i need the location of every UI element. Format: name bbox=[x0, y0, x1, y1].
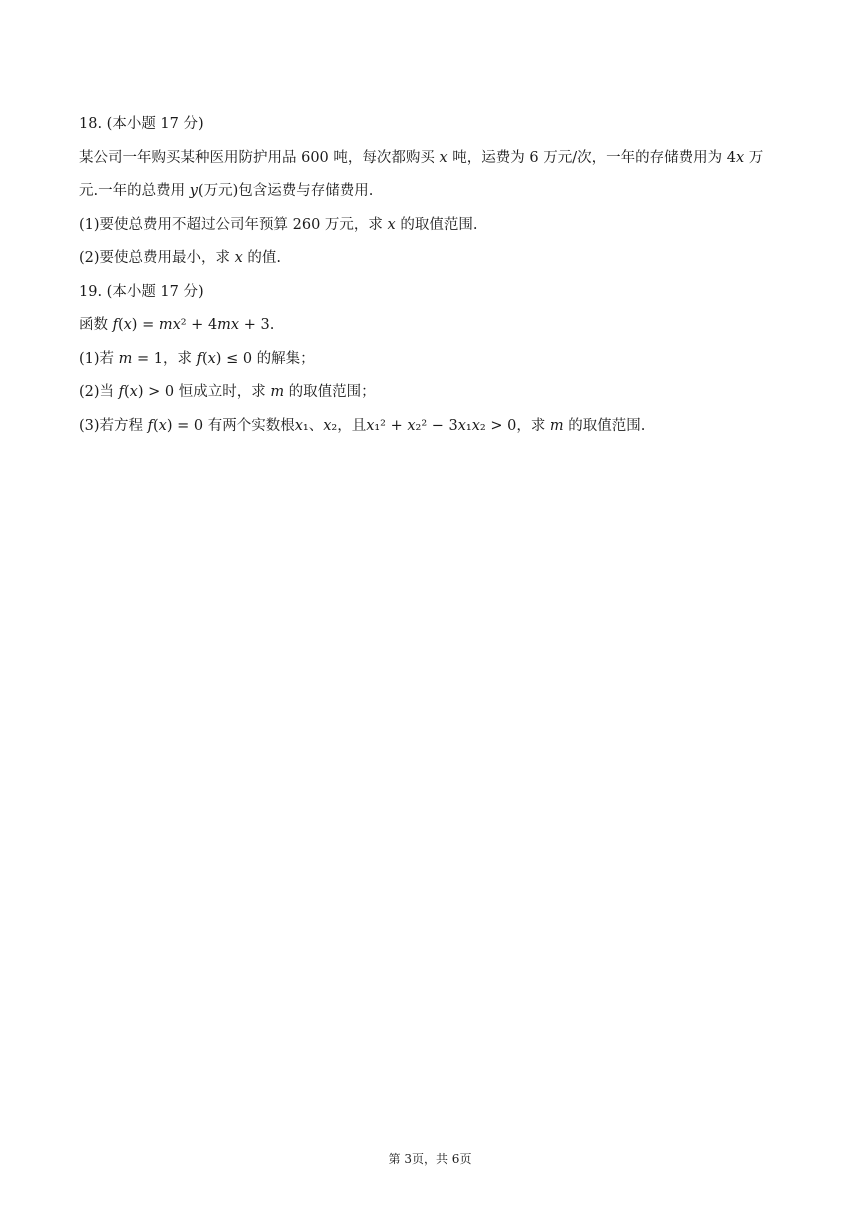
question-18-heading: 18. (本小题 17 分) bbox=[79, 116, 204, 132]
exam-page-content bbox=[79, 108, 785, 443]
question-19-part-3: (3)若方程 𝑓(𝑥) = 0 有两个实数根𝑥₁、𝑥₂，且𝑥₁² + 𝑥₂² − 3𝑥₁𝑥₂ > 0，求 𝑚 的取值范围. bbox=[79, 417, 646, 434]
question-19-part-1: (1)若 𝑚 = 1，求 𝑓(𝑥) ≤ 0 的解集； bbox=[79, 350, 315, 367]
question-19 bbox=[79, 276, 785, 444]
question-18-stem-line-1: 某公司一年购买某种医用防护用品 600 吨，每次都购买 𝑥 吨，运费为 6 万元/次，一年的存储费用为 4𝑥 万 bbox=[79, 149, 764, 166]
question-18-part-1: (1)要使总费用不超过公司年预算 260 万元，求 𝑥 的取值范围. bbox=[79, 216, 478, 233]
question-19-part-2: (2)当 𝑓(𝑥) > 0 恒成立时，求 𝑚 的取值范围； bbox=[79, 384, 376, 400]
question-18-stem-line-2: 元.一年的总费用 𝑦(万元)包含运费与存储费用. bbox=[79, 183, 374, 199]
question-18-part-2: (2)要使总费用最小，求 𝑥 的值. bbox=[79, 250, 282, 266]
question-19-heading: 19. (本小题 17 分) bbox=[79, 283, 204, 300]
question-19-stem: 函数 𝑓(𝑥) = 𝑚𝑥² + 4𝑚𝑥 + 3. bbox=[79, 317, 275, 333]
question-18 bbox=[79, 108, 785, 276]
page-number-footer: 第 3页，共 6页 bbox=[388, 1152, 472, 1166]
